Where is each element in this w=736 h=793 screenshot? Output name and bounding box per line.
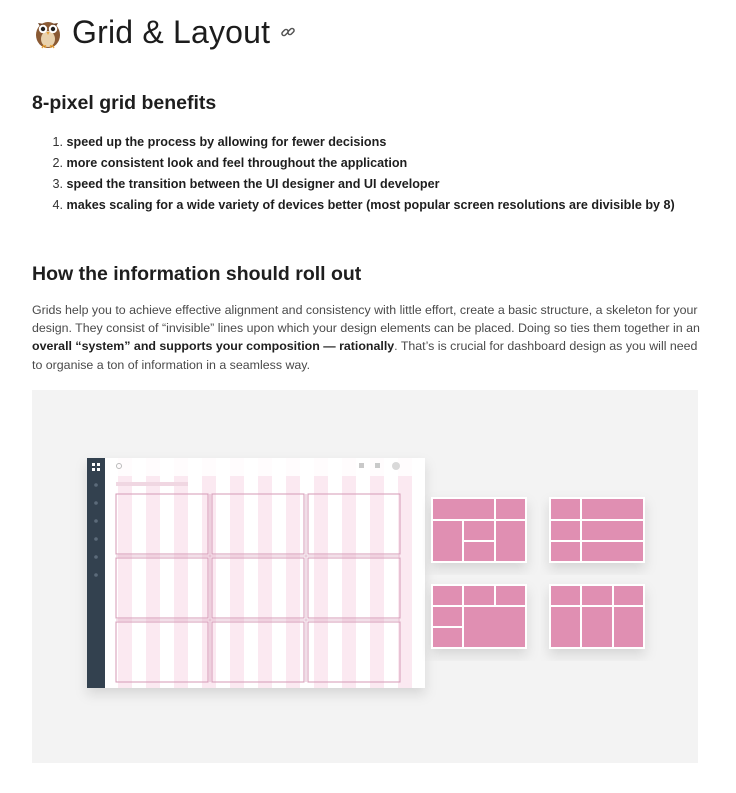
layout-tile: [432, 585, 526, 648]
list-text: makes scaling for a wide variety of devices better (most popular screen resolutions are divisible by 8): [66, 198, 675, 212]
benefits-heading: 8-pixel grid benefits: [32, 92, 217, 114]
layout-tile: [550, 585, 644, 648]
list-text: more consistent look and feel throughout the application: [66, 156, 408, 170]
list-number: 4.: [52, 198, 63, 212]
list-item: [40, 174, 675, 195]
layout-tile: [432, 498, 526, 562]
rollout-heading: How the information should roll out: [32, 263, 362, 285]
list-text: speed the transition between the UI designer and UI developer: [66, 177, 440, 191]
layout-tile: [550, 498, 644, 562]
dashboard-mockup: [87, 458, 425, 688]
grid-illustration: [32, 390, 698, 763]
paragraph-bold-text: overall “system” and supports your composition — rationally: [32, 339, 395, 354]
layout-tiles: [432, 498, 644, 648]
mock-sidebar: [87, 458, 105, 688]
list-item: [40, 153, 675, 174]
paragraph-text: . That’s is crucial for dashboard design as you will need to organise a ton of information in a seamless way.: [32, 339, 698, 372]
rollout-paragraph: [32, 301, 707, 374]
list-item: [40, 195, 675, 216]
list-item: [40, 132, 675, 153]
paragraph-text: Grids help you to achieve effective alignment and consistency with little effort, create a basic structure, a skeleton for your design. They consist of “invisible” lines upon which your design elements can be placed. Doing so ties them together in an: [32, 303, 700, 336]
list-number: 2.: [52, 156, 63, 170]
list-number: 1.: [52, 135, 63, 149]
list-text: speed up the process by allowing for fewer decisions: [66, 135, 387, 149]
benefits-list: [40, 132, 675, 216]
owl-icon: [32, 14, 64, 50]
page-header: [32, 10, 296, 54]
link-icon[interactable]: [280, 24, 296, 40]
list-number: 3.: [52, 177, 63, 191]
grid-illustration-svg: [32, 390, 698, 763]
page-title: Grid & Layout: [72, 13, 271, 50]
